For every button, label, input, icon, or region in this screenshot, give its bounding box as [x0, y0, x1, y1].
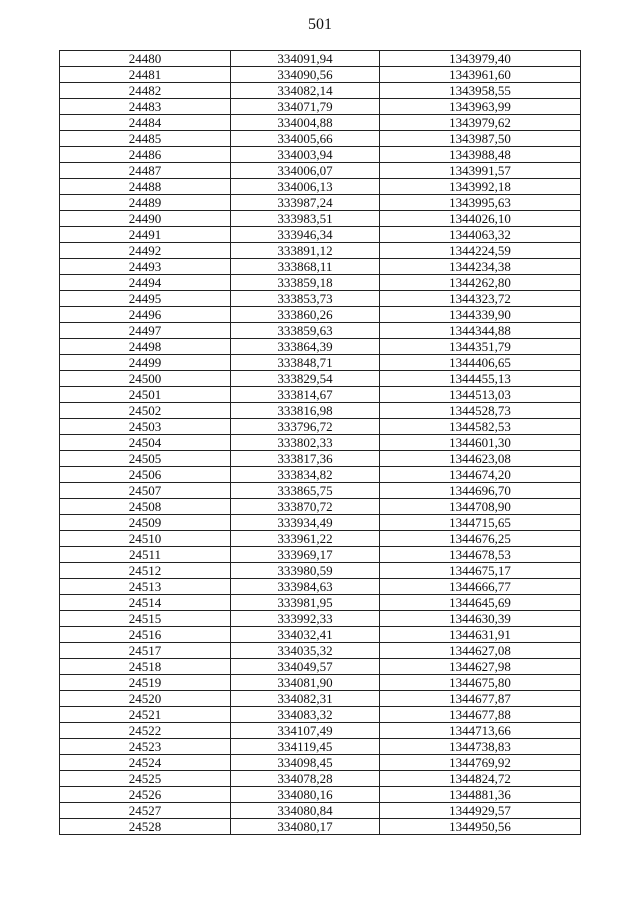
point-number-cell: 24505 — [60, 451, 231, 467]
x-coordinate-cell: 333946,34 — [231, 227, 380, 243]
point-number-cell: 24489 — [60, 195, 231, 211]
table-row — [60, 227, 581, 243]
table-row — [60, 531, 581, 547]
y-coordinate-cell: 1344627,98 — [380, 659, 581, 675]
x-coordinate-cell: 334098,45 — [231, 755, 380, 771]
point-number-cell: 24490 — [60, 211, 231, 227]
y-coordinate-cell: 1344063,32 — [380, 227, 581, 243]
y-coordinate-cell: 1344344,88 — [380, 323, 581, 339]
table-row — [60, 499, 581, 515]
table-row — [60, 211, 581, 227]
y-coordinate-cell: 1344881,36 — [380, 787, 581, 803]
point-number-cell: 24486 — [60, 147, 231, 163]
point-number-cell: 24516 — [60, 627, 231, 643]
table-row — [60, 371, 581, 387]
table-row — [60, 787, 581, 803]
x-coordinate-cell: 334119,45 — [231, 739, 380, 755]
y-coordinate-cell: 1344627,08 — [380, 643, 581, 659]
table-row — [60, 147, 581, 163]
x-coordinate-cell: 334003,94 — [231, 147, 380, 163]
x-coordinate-cell: 334082,31 — [231, 691, 380, 707]
point-number-cell: 24483 — [60, 99, 231, 115]
x-coordinate-cell: 333860,26 — [231, 307, 380, 323]
y-coordinate-cell: 1343961,60 — [380, 67, 581, 83]
x-coordinate-cell: 333814,67 — [231, 387, 380, 403]
x-coordinate-cell: 333865,75 — [231, 483, 380, 499]
point-number-cell: 24512 — [60, 563, 231, 579]
x-coordinate-cell: 334078,28 — [231, 771, 380, 787]
x-coordinate-cell: 334082,14 — [231, 83, 380, 99]
x-coordinate-cell: 334091,94 — [231, 51, 380, 67]
x-coordinate-cell: 334080,17 — [231, 819, 380, 835]
y-coordinate-cell: 1343979,40 — [380, 51, 581, 67]
x-coordinate-cell: 333987,24 — [231, 195, 380, 211]
x-coordinate-cell: 333816,98 — [231, 403, 380, 419]
point-number-cell: 24525 — [60, 771, 231, 787]
point-number-cell: 24482 — [60, 83, 231, 99]
point-number-cell: 24522 — [60, 723, 231, 739]
table-row — [60, 67, 581, 83]
y-coordinate-cell: 1344715,65 — [380, 515, 581, 531]
x-coordinate-cell: 334083,32 — [231, 707, 380, 723]
table-row — [60, 131, 581, 147]
point-number-cell: 24499 — [60, 355, 231, 371]
y-coordinate-cell: 1344675,80 — [380, 675, 581, 691]
point-number-cell: 24503 — [60, 419, 231, 435]
x-coordinate-cell: 334090,56 — [231, 67, 380, 83]
x-coordinate-cell: 334006,07 — [231, 163, 380, 179]
table-row — [60, 675, 581, 691]
point-number-cell: 24501 — [60, 387, 231, 403]
y-coordinate-cell: 1344666,77 — [380, 579, 581, 595]
table-row — [60, 563, 581, 579]
x-coordinate-cell: 333992,33 — [231, 611, 380, 627]
table-row — [60, 307, 581, 323]
point-number-cell: 24491 — [60, 227, 231, 243]
x-coordinate-cell: 333848,71 — [231, 355, 380, 371]
table-row — [60, 483, 581, 499]
y-coordinate-cell: 1344623,08 — [380, 451, 581, 467]
x-coordinate-cell: 333864,39 — [231, 339, 380, 355]
y-coordinate-cell: 1344929,57 — [380, 803, 581, 819]
point-number-cell: 24485 — [60, 131, 231, 147]
y-coordinate-cell: 1344339,90 — [380, 307, 581, 323]
y-coordinate-cell: 1344950,56 — [380, 819, 581, 835]
point-number-cell: 24495 — [60, 291, 231, 307]
table-row — [60, 115, 581, 131]
table-row — [60, 435, 581, 451]
table-row — [60, 83, 581, 99]
y-coordinate-cell: 1344455,13 — [380, 371, 581, 387]
x-coordinate-cell: 334032,41 — [231, 627, 380, 643]
y-coordinate-cell: 1343995,63 — [380, 195, 581, 211]
x-coordinate-cell: 334107,49 — [231, 723, 380, 739]
x-coordinate-cell: 333969,17 — [231, 547, 380, 563]
x-coordinate-cell: 334071,79 — [231, 99, 380, 115]
table-row — [60, 163, 581, 179]
point-number-cell: 24515 — [60, 611, 231, 627]
table-row — [60, 803, 581, 819]
page-number: 501 — [308, 16, 332, 33]
x-coordinate-cell: 333829,54 — [231, 371, 380, 387]
y-coordinate-cell: 1344708,90 — [380, 499, 581, 515]
y-coordinate-cell: 1344224,59 — [380, 243, 581, 259]
table-row — [60, 579, 581, 595]
point-number-cell: 24510 — [60, 531, 231, 547]
point-number-cell: 24487 — [60, 163, 231, 179]
x-coordinate-cell: 334081,90 — [231, 675, 380, 691]
x-coordinate-cell: 333961,22 — [231, 531, 380, 547]
x-coordinate-cell: 333796,72 — [231, 419, 380, 435]
x-coordinate-cell: 333802,33 — [231, 435, 380, 451]
point-number-cell: 24496 — [60, 307, 231, 323]
y-coordinate-cell: 1344323,72 — [380, 291, 581, 307]
x-coordinate-cell: 334035,32 — [231, 643, 380, 659]
point-number-cell: 24493 — [60, 259, 231, 275]
y-coordinate-cell: 1344631,91 — [380, 627, 581, 643]
y-coordinate-cell: 1344713,66 — [380, 723, 581, 739]
point-number-cell: 24506 — [60, 467, 231, 483]
point-number-cell: 24526 — [60, 787, 231, 803]
y-coordinate-cell: 1344601,30 — [380, 435, 581, 451]
point-number-cell: 24492 — [60, 243, 231, 259]
x-coordinate-cell: 334006,13 — [231, 179, 380, 195]
y-coordinate-cell: 1344513,03 — [380, 387, 581, 403]
point-number-cell: 24514 — [60, 595, 231, 611]
point-number-cell: 24524 — [60, 755, 231, 771]
table-row — [60, 99, 581, 115]
y-coordinate-cell: 1343979,62 — [380, 115, 581, 131]
coordinates-table-body — [60, 51, 581, 835]
y-coordinate-cell: 1344678,53 — [380, 547, 581, 563]
table-row — [60, 451, 581, 467]
table-row — [60, 611, 581, 627]
y-coordinate-cell: 1344696,70 — [380, 483, 581, 499]
x-coordinate-cell: 333853,73 — [231, 291, 380, 307]
y-coordinate-cell: 1343963,99 — [380, 99, 581, 115]
table-row — [60, 723, 581, 739]
table-row — [60, 755, 581, 771]
y-coordinate-cell: 1344677,87 — [380, 691, 581, 707]
x-coordinate-cell: 333859,18 — [231, 275, 380, 291]
table-row — [60, 691, 581, 707]
table-row — [60, 739, 581, 755]
table-row — [60, 467, 581, 483]
table-row — [60, 291, 581, 307]
y-coordinate-cell: 1344234,38 — [380, 259, 581, 275]
table-row — [60, 339, 581, 355]
table-row — [60, 627, 581, 643]
table-row — [60, 275, 581, 291]
x-coordinate-cell: 333983,51 — [231, 211, 380, 227]
table-row — [60, 659, 581, 675]
x-coordinate-cell: 333980,59 — [231, 563, 380, 579]
point-number-cell: 24488 — [60, 179, 231, 195]
table-row — [60, 195, 581, 211]
table-row — [60, 403, 581, 419]
table-row — [60, 387, 581, 403]
y-coordinate-cell: 1343988,48 — [380, 147, 581, 163]
y-coordinate-cell: 1344262,80 — [380, 275, 581, 291]
x-coordinate-cell: 333834,82 — [231, 467, 380, 483]
x-coordinate-cell: 333859,63 — [231, 323, 380, 339]
point-number-cell: 24513 — [60, 579, 231, 595]
point-number-cell: 24527 — [60, 803, 231, 819]
x-coordinate-cell: 333981,95 — [231, 595, 380, 611]
point-number-cell: 24520 — [60, 691, 231, 707]
table-row — [60, 419, 581, 435]
point-number-cell: 24507 — [60, 483, 231, 499]
coordinates-table — [59, 50, 581, 835]
table-row — [60, 515, 581, 531]
point-number-cell: 24484 — [60, 115, 231, 131]
point-number-cell: 24481 — [60, 67, 231, 83]
table-row — [60, 547, 581, 563]
point-number-cell: 24523 — [60, 739, 231, 755]
table-row — [60, 771, 581, 787]
y-coordinate-cell: 1343991,57 — [380, 163, 581, 179]
x-coordinate-cell: 333891,12 — [231, 243, 380, 259]
point-number-cell: 24500 — [60, 371, 231, 387]
point-number-cell: 24494 — [60, 275, 231, 291]
point-number-cell: 24518 — [60, 659, 231, 675]
table-row — [60, 179, 581, 195]
y-coordinate-cell: 1343992,18 — [380, 179, 581, 195]
x-coordinate-cell: 334080,16 — [231, 787, 380, 803]
table-row — [60, 243, 581, 259]
y-coordinate-cell: 1344824,72 — [380, 771, 581, 787]
point-number-cell: 24528 — [60, 819, 231, 835]
y-coordinate-cell: 1344677,88 — [380, 707, 581, 723]
y-coordinate-cell: 1344528,73 — [380, 403, 581, 419]
x-coordinate-cell: 333868,11 — [231, 259, 380, 275]
y-coordinate-cell: 1344769,92 — [380, 755, 581, 771]
table-row — [60, 51, 581, 67]
y-coordinate-cell: 1344406,65 — [380, 355, 581, 371]
table-row — [60, 595, 581, 611]
x-coordinate-cell: 333934,49 — [231, 515, 380, 531]
x-coordinate-cell: 334080,84 — [231, 803, 380, 819]
point-number-cell: 24497 — [60, 323, 231, 339]
x-coordinate-cell: 333984,63 — [231, 579, 380, 595]
y-coordinate-cell: 1344026,10 — [380, 211, 581, 227]
table-row — [60, 259, 581, 275]
y-coordinate-cell: 1344351,79 — [380, 339, 581, 355]
table-row — [60, 323, 581, 339]
y-coordinate-cell: 1344582,53 — [380, 419, 581, 435]
x-coordinate-cell: 333870,72 — [231, 499, 380, 515]
x-coordinate-cell: 333817,36 — [231, 451, 380, 467]
y-coordinate-cell: 1344630,39 — [380, 611, 581, 627]
y-coordinate-cell: 1343958,55 — [380, 83, 581, 99]
point-number-cell: 24509 — [60, 515, 231, 531]
x-coordinate-cell: 334004,88 — [231, 115, 380, 131]
y-coordinate-cell: 1344674,20 — [380, 467, 581, 483]
point-number-cell: 24511 — [60, 547, 231, 563]
y-coordinate-cell: 1344675,17 — [380, 563, 581, 579]
y-coordinate-cell: 1344738,83 — [380, 739, 581, 755]
point-number-cell: 24502 — [60, 403, 231, 419]
point-number-cell: 24517 — [60, 643, 231, 659]
y-coordinate-cell: 1344676,25 — [380, 531, 581, 547]
y-coordinate-cell: 1343987,50 — [380, 131, 581, 147]
point-number-cell: 24498 — [60, 339, 231, 355]
x-coordinate-cell: 334049,57 — [231, 659, 380, 675]
x-coordinate-cell: 334005,66 — [231, 131, 380, 147]
point-number-cell: 24504 — [60, 435, 231, 451]
point-number-cell: 24480 — [60, 51, 231, 67]
y-coordinate-cell: 1344645,69 — [380, 595, 581, 611]
table-row — [60, 643, 581, 659]
table-row — [60, 819, 581, 835]
point-number-cell: 24508 — [60, 499, 231, 515]
table-row — [60, 707, 581, 723]
point-number-cell: 24521 — [60, 707, 231, 723]
point-number-cell: 24519 — [60, 675, 231, 691]
table-row — [60, 355, 581, 371]
